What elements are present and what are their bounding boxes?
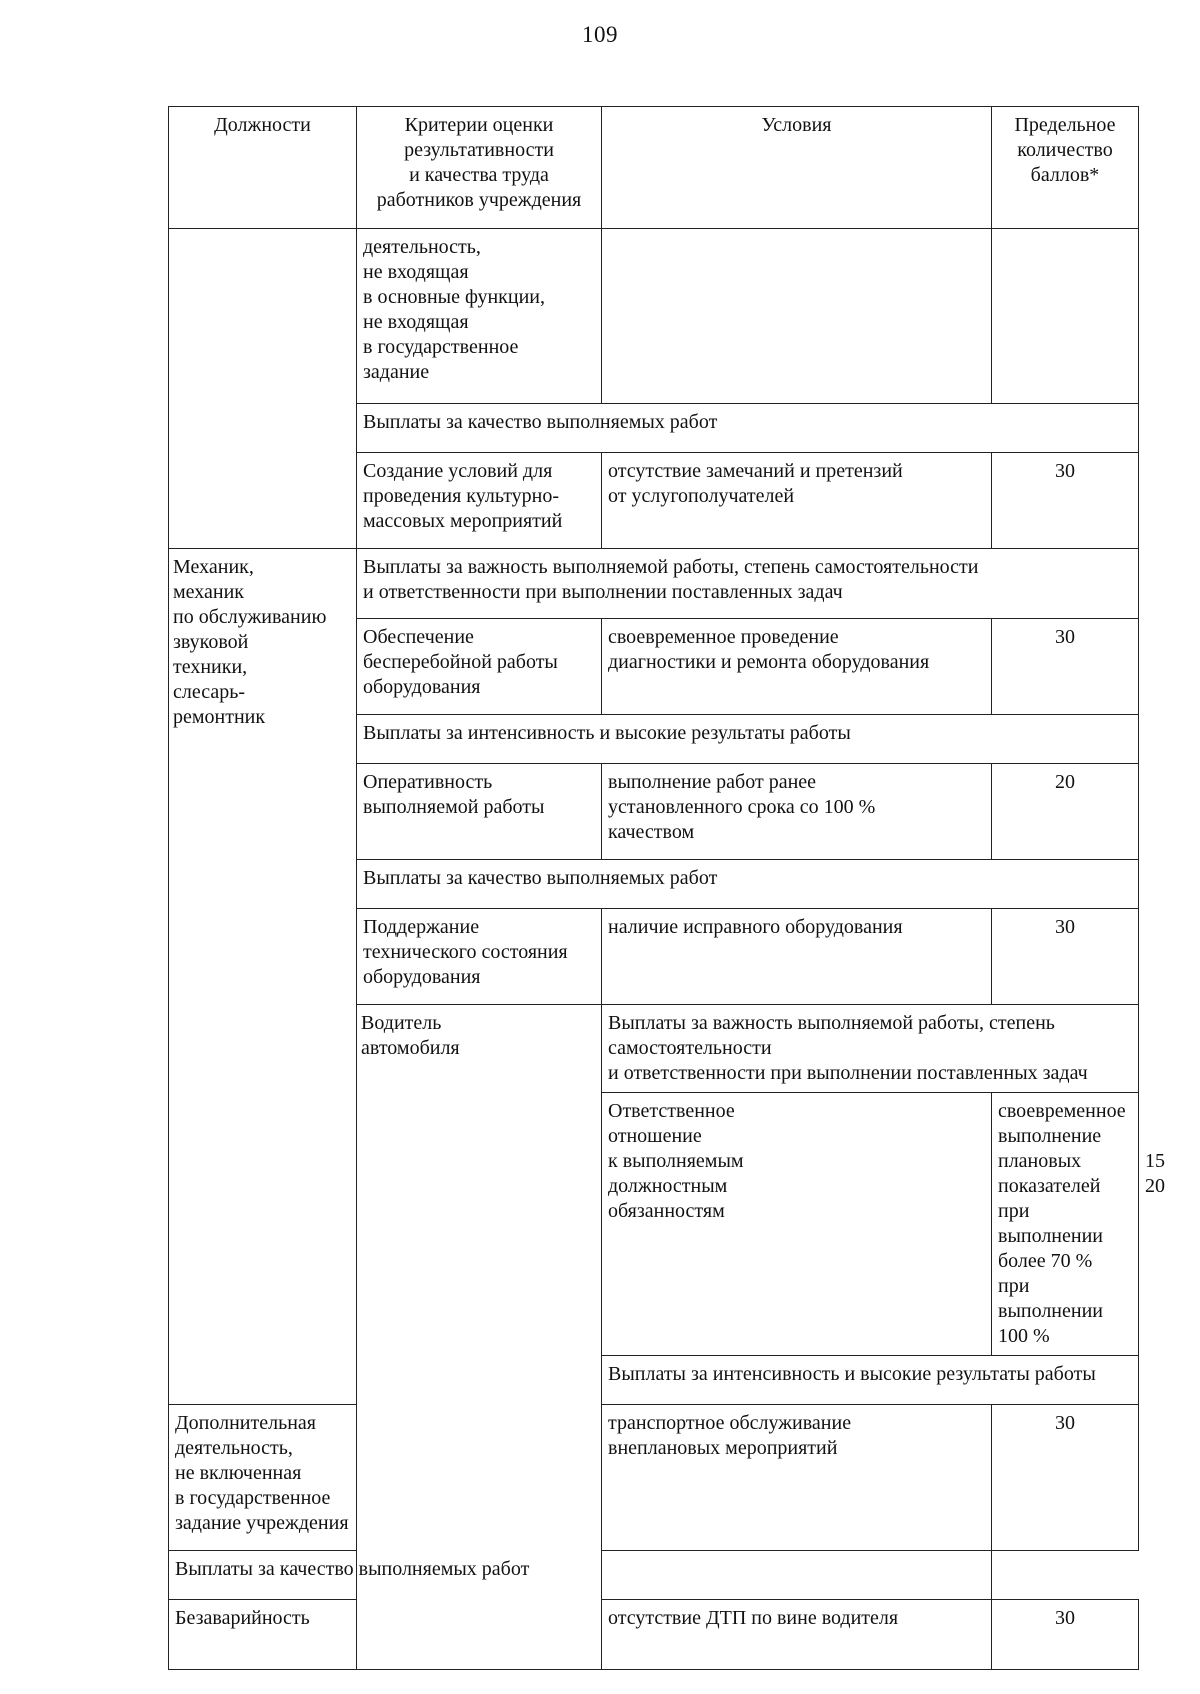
points-cell: 30 (992, 1600, 1139, 1670)
header-position: Должности (169, 107, 357, 229)
section-title: Выплаты за качество выполняемых работ (169, 1551, 992, 1600)
condition-cell: своевременное выполнение плановых показателей при выполнении более 70 % при выполнении 100 % (992, 1093, 1139, 1356)
section-title: Выплаты за интенсивность и высокие результаты работы (357, 715, 1139, 764)
position-cell-empty (169, 229, 357, 549)
section-title: Выплаты за качество выполняемых работ (357, 860, 1139, 909)
header-max-points: Предельное количество баллов* (992, 107, 1139, 229)
section-row (169, 549, 1139, 619)
header-criteria: Критерии оценки результативности и качества труда работников учреждения (357, 107, 602, 229)
table-row: Ответственное отношение к выполняемым должностным обязанностям своевременное выполнение плановых показателей при выполнении более 70 % при выполнении 100 % 15 20 (169, 1093, 1139, 1356)
section-title: Выплаты за важность выполняемой работы, степень самостоятельности и ответственности при выполнении поставленных задач (602, 1005, 1139, 1093)
condition-cell: отсутствие ДТП по вине водителя (602, 1600, 992, 1670)
condition-cell: транспортное обслуживание внеплановых мероприятий (602, 1405, 992, 1551)
position-driver: Водитель автомобиля (357, 1005, 602, 1670)
points-cell: 30 (992, 619, 1139, 715)
table-row (169, 1405, 1139, 1551)
table-header-row (169, 107, 1139, 229)
criterion-cell: Оперативность выполняемой работы (357, 764, 602, 860)
position-mechanic: Механик, механик по обслуживанию звуковой техники, слесарь- ремонтник (169, 549, 357, 1405)
header-conditions: Условия (602, 107, 992, 229)
table-row (169, 1600, 1139, 1670)
points-cell: 30 (992, 453, 1139, 549)
condition-cell: отсутствие замечаний и претензий от услугополучателей (602, 453, 992, 549)
section-row (169, 1551, 1139, 1600)
section-title: Выплаты за интенсивность и высокие результаты работы (602, 1356, 1139, 1405)
criterion-cell: Создание условий для проведения культурно- массовых мероприятий (357, 453, 602, 549)
condition-cell (602, 229, 992, 404)
criterion-cell: Поддержание технического состояния оборудования (357, 909, 602, 1005)
condition-cell: своевременное проведение диагностики и ремонта оборудования (602, 619, 992, 715)
criterion-cell: Дополнительная деятельность, не включенная в государственное задание учреждения (169, 1405, 357, 1551)
points-cell: 20 (992, 764, 1139, 860)
condition-cell: выполнение работ ранее установленного срока со 100 % качеством (602, 764, 992, 860)
points-cell: 30 (992, 1405, 1139, 1551)
table-row (169, 229, 1139, 404)
criteria-table (168, 106, 1165, 1670)
page-number: 109 (582, 22, 618, 47)
criterion-cell: деятельность, не входящая в основные функции, не входящая в государственное задание (357, 229, 602, 404)
section-title: Выплаты за важность выполняемой работы, степень самостоятельности и ответственности при выполнении поставленных задач (357, 549, 1139, 619)
points-cell: 30 (992, 909, 1139, 1005)
criterion-cell: Обеспечение бесперебойной работы оборудования (357, 619, 602, 715)
points-cell (992, 229, 1139, 404)
criterion-cell: Ответственное отношение к выполняемым должностным обязанностям (602, 1093, 992, 1356)
section-title: Выплаты за качество выполняемых работ (357, 404, 1139, 453)
criterion-cell: Безаварийность (169, 1600, 357, 1670)
condition-cell: наличие исправного оборудования (602, 909, 992, 1005)
